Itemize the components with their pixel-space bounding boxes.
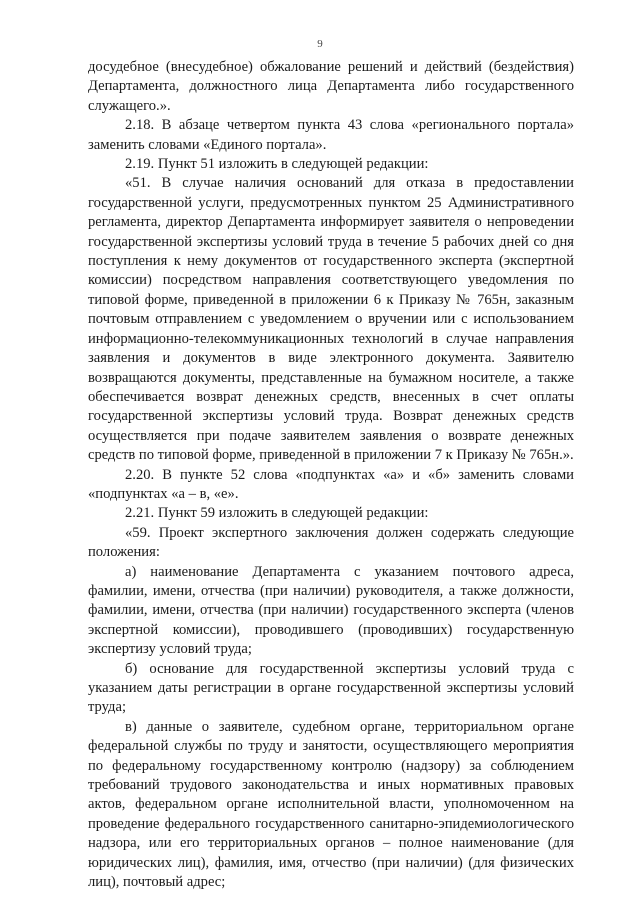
- page-number: 9: [317, 38, 323, 50]
- paragraph-2-20: 2.20. В пункте 52 слова «подпунктах «а» и «б» заменить словами «подпунктах «а – в, «е».: [88, 466, 574, 502]
- paragraph-appeal-end: досудебное (внесудебное) обжалование решений и действий (бездействия) Департамента, должностного лица Департамента либо государственного служащего.».: [88, 59, 574, 114]
- paragraph-subitem-v: в) данные о заявителе, судебном органе, территориальном органе федеральной службы по труду и занятости, осуществляющего мероприятия по федеральному государственному контролю (надзору) за соблюдением требований трудового законодательства и иных нормативных правовых актов, федеральном органе исполнительной власти, уполномоченном на проведение федерального государственного санитарно-эпидемиологического надзора, или его территориальных органов – полное наименование (для юридических лиц), фамилия, имя, отчество (при наличии) (для физических лиц), почтовый адрес;: [88, 718, 574, 891]
- paragraph-item-51: «51. В случае наличия оснований для отказа в предоставлении государственной услуги, предусмотренных пунктом 25 Административного регламента, директор Департамента информирует заявителя о непроведении государственной экспертизы условий труда в течение 5 рабочих дней со дня поступления к нему документов от государственного эксперта (экспертной комиссии) посредством направления соответствующего уведомления по типовой форме, приведенной в приложении 6 к Приказу № 765н, заказным почтовым отправлением с уведомлением о вручении или с использованием информационно-телекоммуникационных технологий в случае направления заявления и документов в виде электронного документа. Заявителю возвращаются документы, представленные на бумажном носителе, а также обеспечивается возврат денежных средств, внесенных в счет оплаты государственной экспертизы условий труда. Возврат денежных средств осуществляется при подаче заявителем заявления о возврате денежных средств по типовой форме, приведенной в приложении 7 к Приказу № 765н.».: [88, 175, 574, 464]
- paragraph-2-18: 2.18. В абзаце четвертом пункта 43 слова «регионального портала» заменить словами «Единого портала».: [88, 117, 574, 153]
- paragraph-item-59: «59. Проект экспертного заключения должен содержать следующие положения:: [88, 524, 574, 561]
- document-body: [88, 58, 574, 892]
- paragraph-subitem-a: а) наименование Департамента с указанием почтового адреса, фамилии, имени, отчества (при наличии) руководителя, а также должности, фамилии, имени, отчества (при наличии) государственного эксперта (членов экспертной комиссии), проводившего (проводивших) государственную экспертизу условий труда;: [88, 563, 574, 658]
- paragraph-2-21: 2.21. Пункт 59 изложить в следующей редакции:: [125, 505, 429, 522]
- paragraph-2-19: 2.19. Пункт 51 изложить в следующей редакции:: [125, 156, 429, 173]
- paragraph-subitem-b: б) основание для государственной экспертизы условий труда с указанием даты регистрации в органе государственной экспертизы условий труда;: [88, 660, 574, 716]
